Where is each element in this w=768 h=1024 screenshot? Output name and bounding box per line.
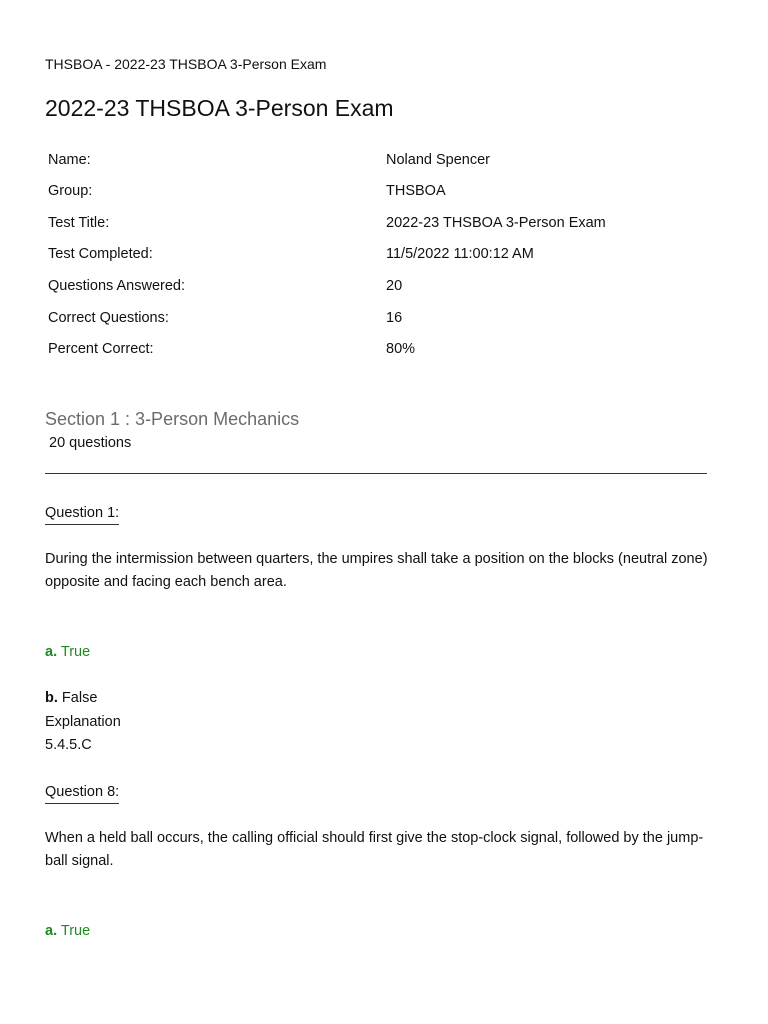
question-8-text: When a held ball occurs, the calling official should first give the stop-clock signal, followed by the jump-ball signal. xyxy=(45,830,704,869)
test-completed-value: 11/5/2022 11:00:12 AM xyxy=(386,246,534,262)
question-8-answer-a xyxy=(45,922,90,940)
question-1-explanation-label: Explanation xyxy=(45,714,121,730)
answer-text: True xyxy=(60,644,91,660)
answer-letter: b. xyxy=(45,690,58,706)
test-title-value: 2022-23 THSBOA 3-Person Exam xyxy=(386,215,606,231)
question-1-label: Question 1: xyxy=(45,504,119,525)
question-1-answer-a xyxy=(45,643,90,661)
group-value: THSBOA xyxy=(386,183,446,199)
answer-text: False xyxy=(61,690,98,706)
test-title-label: Test Title: xyxy=(48,215,110,231)
questions-answered-value: 20 xyxy=(386,278,403,294)
answer-letter: a. xyxy=(45,923,58,939)
question-1-explanation: 5.4.5.C xyxy=(45,737,92,753)
questions-answered-label: Questions Answered: xyxy=(48,278,186,294)
percent-correct-value: 80% xyxy=(386,341,416,357)
answer-letter: a. xyxy=(45,644,58,660)
name-value: Noland Spencer xyxy=(386,152,490,168)
question-1-text: During the intermission between quarters, the umpires shall take a position on the blocks (neutral zone) opposite and facing each bench area. xyxy=(45,551,708,590)
document-header: THSBOA - 2022-23 THSBOA 3-Person Exam xyxy=(45,56,327,72)
section-question-count: 20 questions xyxy=(49,435,132,451)
correct-questions-label: Correct Questions: xyxy=(48,310,169,326)
name-label: Name: xyxy=(48,152,91,168)
answer-text: True xyxy=(60,923,91,939)
section-title: Section 1 : 3-Person Mechanics xyxy=(45,409,300,429)
test-completed-label: Test Completed: xyxy=(48,246,153,262)
correct-questions-value: 16 xyxy=(386,310,403,326)
question-1-answer-b xyxy=(45,689,97,707)
group-label: Group: xyxy=(48,183,93,199)
percent-correct-label: Percent Correct: xyxy=(48,341,154,357)
page-title: 2022-23 THSBOA 3-Person Exam xyxy=(45,95,394,121)
question-8-label: Question 8: xyxy=(45,783,119,804)
section-divider xyxy=(45,473,707,474)
